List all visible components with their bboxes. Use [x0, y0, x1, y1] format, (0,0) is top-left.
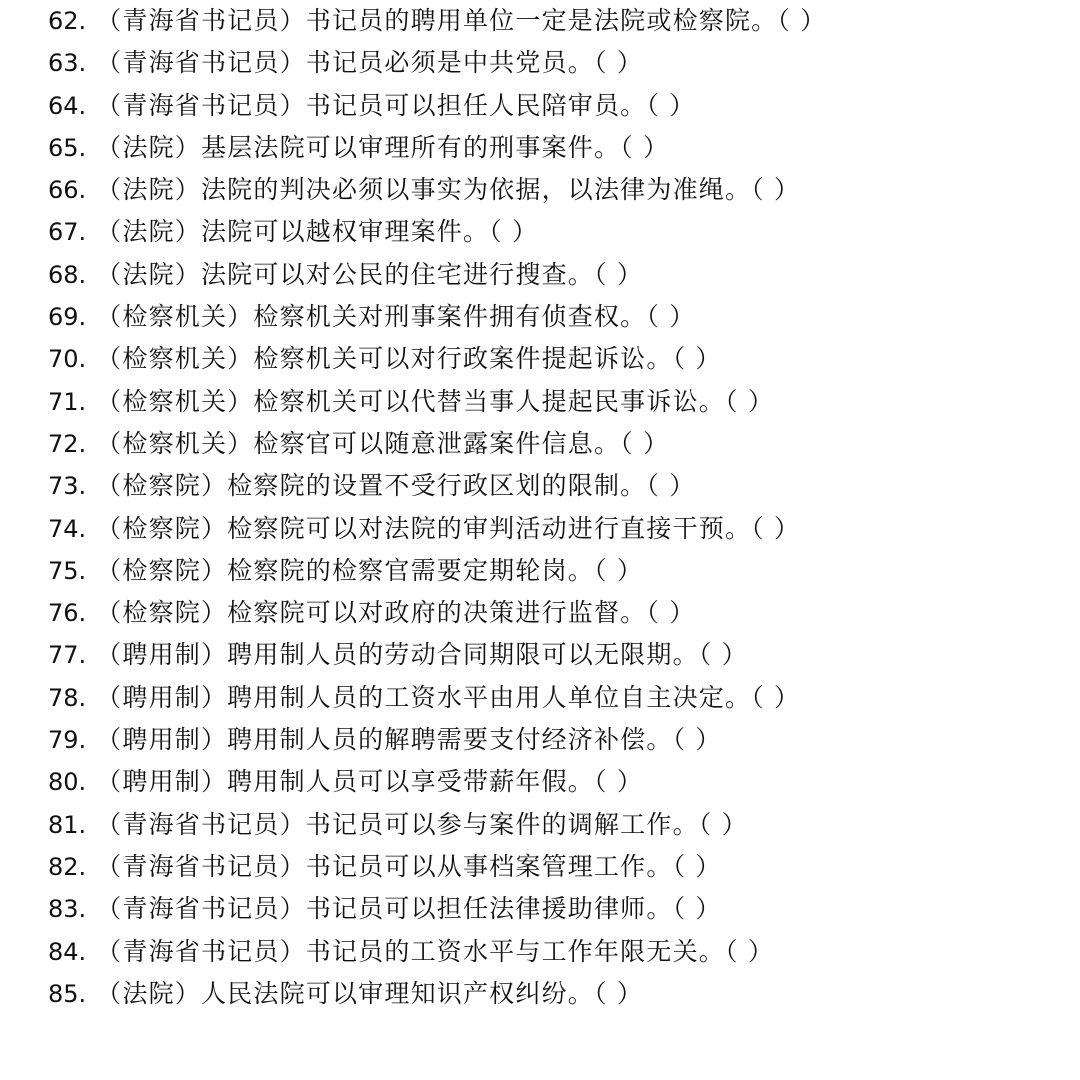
- question-number: 83.: [48, 895, 87, 924]
- question-text: （青海省书记员）书记员的工资水平与工作年限无关。（ ）: [96, 936, 775, 966]
- question-text: （检察院）检察院可以对政府的决策进行监督。（ ）: [96, 598, 696, 628]
- question-number: 84.: [48, 937, 87, 966]
- question-item: [48, 592, 1068, 634]
- question-number: 81.: [48, 810, 87, 839]
- question-number: 63.: [48, 49, 87, 78]
- question-number: 85.: [48, 979, 87, 1008]
- question-item: [48, 42, 1068, 84]
- question-item: [48, 719, 1068, 761]
- question-item: [48, 85, 1068, 127]
- question-number: 65.: [48, 133, 87, 162]
- question-number: 64.: [48, 91, 87, 120]
- question-item: [48, 804, 1068, 846]
- question-number: 66.: [48, 176, 87, 205]
- question-text: （青海省书记员）书记员可以参与案件的调解工作。（ ）: [96, 809, 748, 839]
- question-text: （检察机关）检察机关可以对行政案件提起诉讼。（ ）: [96, 344, 722, 374]
- question-text: （法院）人民法院可以审理知识产权纠纷。（ ）: [96, 978, 644, 1008]
- question-item: [48, 338, 1068, 380]
- question-number: 77.: [48, 641, 87, 670]
- question-item: [48, 465, 1068, 507]
- question-text: （青海省书记员）书记员可以担任法律援助律师。（ ）: [96, 894, 722, 924]
- question-item: [48, 761, 1068, 803]
- question-text: （聘用制）聘用制人员的解聘需要支付经济补偿。（ ）: [96, 725, 722, 755]
- question-item: [48, 381, 1068, 423]
- question-item: [48, 296, 1068, 338]
- question-text: （法院）法院的判决必须以事实为依据，以法律为准绳。（ ）: [96, 175, 801, 205]
- question-text: （法院）法院可以越权审理案件。（ ）: [96, 217, 539, 247]
- question-number: 73.: [48, 472, 87, 501]
- question-item: [48, 888, 1068, 930]
- question-number: 68.: [48, 260, 87, 289]
- question-list: [48, 0, 1068, 1015]
- question-text: （检察院）检察院可以对法院的审判活动进行直接干预。（ ）: [96, 513, 801, 543]
- question-text: （检察机关）检察官可以随意泄露案件信息。（ ）: [96, 428, 670, 458]
- question-item: [48, 634, 1068, 676]
- question-text: （法院）基层法院可以审理所有的刑事案件。（ ）: [96, 132, 670, 162]
- question-number: 80.: [48, 768, 87, 797]
- question-item: [48, 508, 1068, 550]
- question-text: （检察机关）检察机关对刑事案件拥有侦查权。（ ）: [96, 302, 696, 332]
- question-text: （聘用制）聘用制人员可以享受带薪年假。（ ）: [96, 767, 644, 797]
- question-item: [48, 846, 1068, 888]
- question-item: [48, 254, 1068, 296]
- question-item: [48, 973, 1068, 1015]
- question-number: 71.: [48, 387, 87, 416]
- question-item: [48, 677, 1068, 719]
- question-text: （检察院）检察院的设置不受行政区划的限制。（ ）: [96, 471, 696, 501]
- question-number: 72.: [48, 429, 87, 458]
- question-number: 67.: [48, 218, 87, 247]
- question-item: [48, 931, 1068, 973]
- question-text: （青海省书记员）书记员可以担任人民陪审员。（ ）: [96, 90, 696, 120]
- question-number: 75.: [48, 556, 87, 585]
- question-text: （青海省书记员）书记员可以从事档案管理工作。（ ）: [96, 851, 722, 881]
- question-text: （检察机关）检察机关可以代替当事人提起民事诉讼。（ ）: [96, 386, 775, 416]
- question-number: 69.: [48, 303, 87, 332]
- question-text: （法院）法院可以对公民的住宅进行搜查。（ ）: [96, 259, 644, 289]
- question-number: 82.: [48, 852, 87, 881]
- question-number: 76.: [48, 599, 87, 628]
- question-item: [48, 169, 1068, 211]
- question-number: 74.: [48, 514, 87, 543]
- question-item: [48, 211, 1068, 253]
- question-number: 78.: [48, 683, 87, 712]
- question-text: （青海省书记员）书记员必须是中共党员。（ ）: [96, 48, 644, 78]
- question-number: 62.: [48, 7, 87, 35]
- question-item: [48, 550, 1068, 592]
- question-text: （聘用制）聘用制人员的劳动合同期限可以无限期。（ ）: [96, 640, 748, 670]
- question-text: （青海省书记员）书记员的聘用单位一定是法院或检察院。（ ）: [96, 6, 827, 35]
- question-item: [48, 127, 1068, 169]
- question-text: （聘用制）聘用制人员的工资水平由用人单位自主决定。（ ）: [96, 682, 801, 712]
- question-text: （检察院）检察院的检察官需要定期轮岗。（ ）: [96, 555, 644, 585]
- question-number: 70.: [48, 345, 87, 374]
- question-number: 79.: [48, 726, 87, 755]
- question-item: [48, 423, 1068, 465]
- question-item: [48, 0, 1068, 42]
